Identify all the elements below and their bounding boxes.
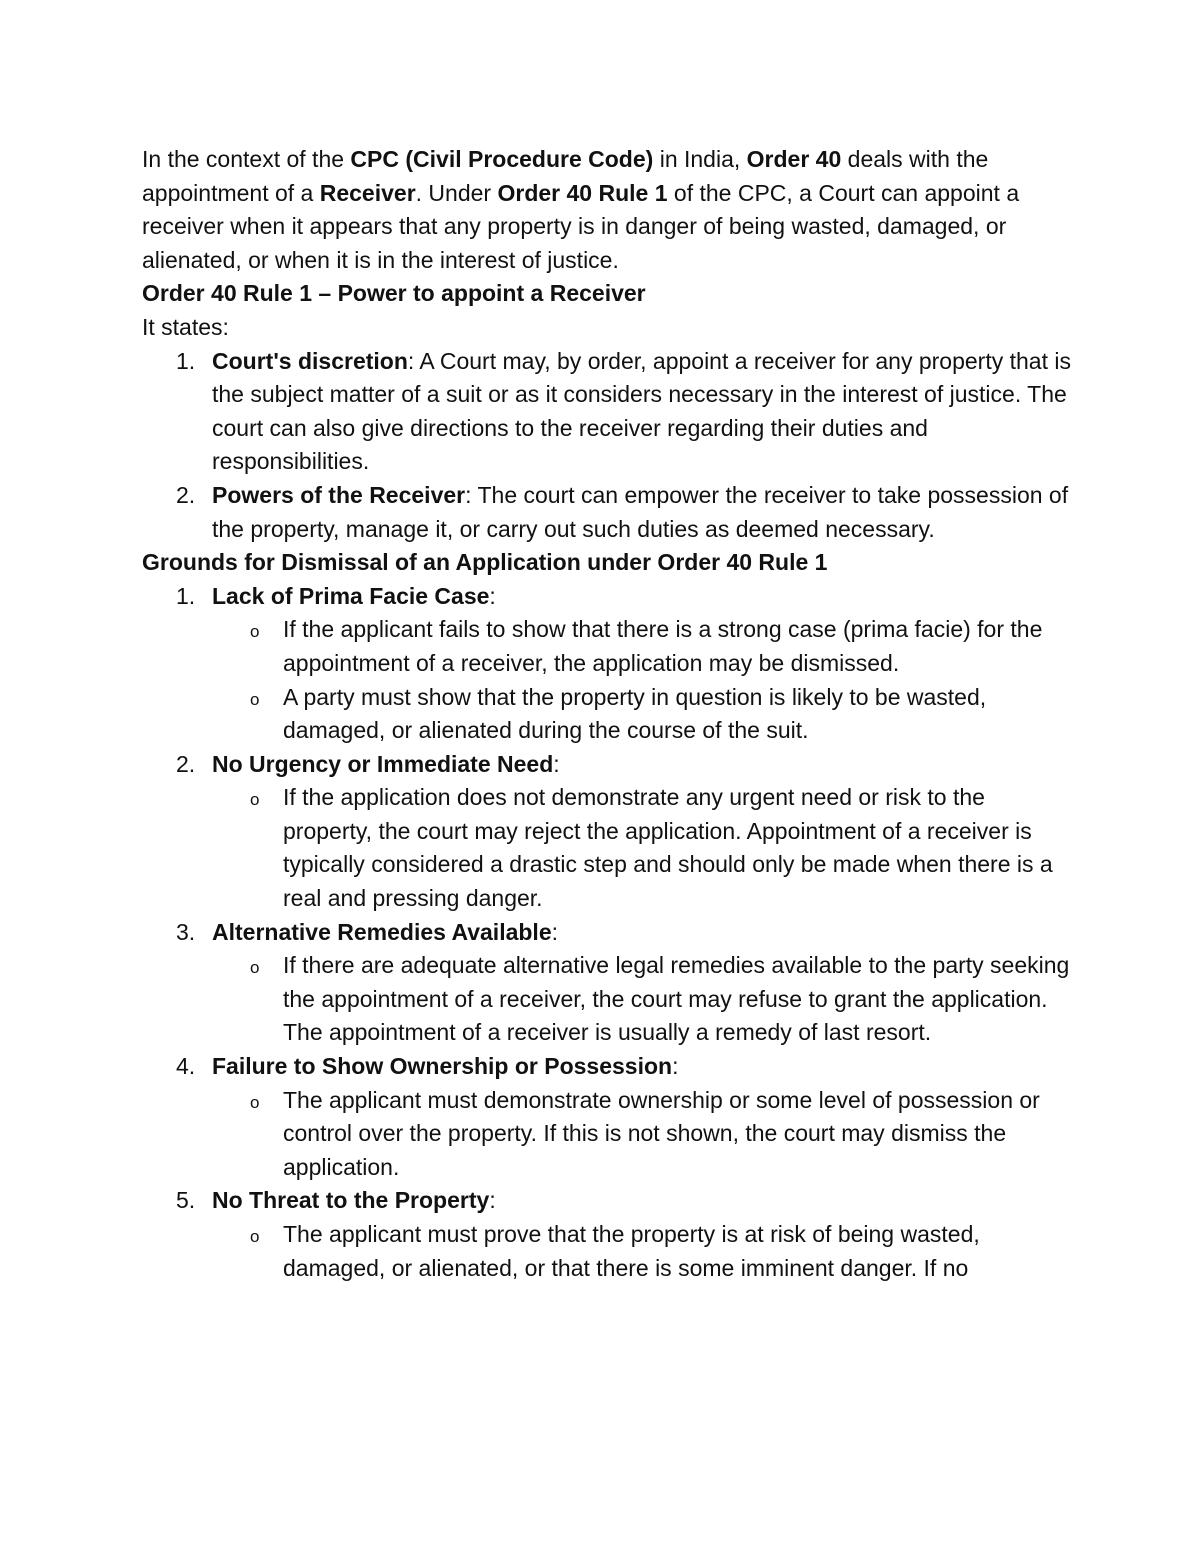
item-suffix: : (553, 750, 560, 777)
sub-list-item (212, 1084, 1072, 1185)
sub-list-item (212, 949, 1072, 1050)
intro-text: . Under (415, 179, 498, 206)
list-item (142, 1050, 1072, 1184)
list-item (142, 916, 1072, 1050)
list-number: 2. (176, 750, 196, 777)
item-suffix: : (489, 582, 496, 609)
document-page (142, 143, 1072, 1285)
list-number: 4. (176, 1053, 196, 1080)
circle-bullet-icon: o (250, 689, 260, 709)
section1-list (142, 345, 1072, 547)
list-item (142, 345, 1072, 479)
item-text: : The court can empower the receiver to take possession of the property, manage it, or carry out such duties as deemed necessary. (212, 481, 1069, 542)
sub-list-item (212, 1218, 1072, 1285)
sub-list (212, 1084, 1072, 1185)
item-title: Lack of Prima Facie Case (212, 582, 490, 609)
sub-list-item (212, 613, 1072, 680)
item-suffix: : (551, 918, 558, 945)
list-item (142, 1184, 1072, 1285)
list-item (142, 479, 1072, 546)
sub-item-text: If the application does not demonstrate any urgent need or risk to the property, the court may reject the application. Appointment of a receiver is typically considered a drastic step and should only be made when there is a real and pressing danger. (283, 784, 1053, 912)
item-suffix: : (489, 1187, 496, 1214)
list-number: 5. (176, 1187, 196, 1214)
intro-text: In the context of the (142, 146, 351, 172)
sub-list-item (212, 681, 1072, 748)
section1-lead: It states: (142, 313, 229, 340)
sub-item-text: A party must show that the property in question is likely to be wasted, damaged, or alienated during the course of the suit. (283, 683, 987, 744)
item-text: : A Court may, by order, appoint a receiver for any property that is the subject matter of a suit or as it considers necessary in the interest of justice. The court can also give directions to the receiver regarding their duties and responsibilities. (212, 347, 1071, 475)
sub-item-text: The applicant must demonstrate ownership or some level of possession or control over the property. If this is not shown, the court may dismiss the application. (283, 1086, 1040, 1180)
circle-bullet-icon: o (250, 622, 260, 642)
section2-list (142, 580, 1072, 1285)
intro-text: of the CPC, a Court can appoint a receiver when it appears that any property is in danger of being wasted, damaged, or alienated, or when it is in the interest of justice. (142, 179, 1020, 273)
circle-bullet-icon: o (250, 1227, 260, 1246)
item-title: No Threat to the Property (212, 1187, 490, 1214)
item-title: Powers of the Receiver (212, 481, 466, 508)
list-number: 3. (176, 918, 196, 945)
item-title: No Urgency or Immediate Need (212, 750, 554, 777)
sub-list (212, 613, 1072, 747)
section1-heading: Order 40 Rule 1 – Power to appoint a Receiver (142, 280, 646, 307)
sub-list (212, 781, 1072, 915)
sub-item-text: The applicant must prove that the property is at risk of being wasted, damaged, or alienated, or that there is some imminent danger. If no (283, 1221, 980, 1281)
circle-bullet-icon: o (250, 1092, 260, 1112)
item-suffix: : (672, 1053, 679, 1080)
circle-bullet-icon: o (250, 790, 260, 810)
list-number: 2. (176, 481, 196, 508)
intro-bold: Receiver (319, 179, 416, 206)
item-title: Failure to Show Ownership or Possession (212, 1053, 673, 1080)
circle-bullet-icon: o (250, 958, 260, 978)
item-title: Court's discretion (212, 347, 408, 374)
intro-text: in India, (653, 146, 747, 172)
intro-bold: Order 40 (746, 146, 842, 172)
item-title: Alternative Remedies Available (212, 918, 552, 945)
intro-bold: Order 40 Rule 1 (497, 179, 668, 206)
intro-text: deals with the appointment of a (142, 146, 989, 206)
sub-list-item (212, 781, 1072, 915)
sub-item-text: If the applicant fails to show that there is a strong case (prima facie) for the appointment of a receiver, the application may be dismissed. (283, 616, 1043, 676)
intro-bold: CPC (Civil Procedure Code) (350, 146, 654, 172)
sub-item-text: If there are adequate alternative legal remedies available to the party seeking the appointment of a receiver, the court may refuse to grant the application. The appointment of a receiver is usually a remedy of last resort. (283, 952, 1070, 1046)
intro-paragraph (142, 143, 1072, 277)
section2-heading: Grounds for Dismissal of an Application under Order 40 Rule 1 (142, 549, 828, 576)
sub-list (212, 1218, 1072, 1285)
list-number: 1. (176, 582, 196, 609)
list-number: 1. (176, 347, 196, 374)
list-item (142, 580, 1072, 748)
list-item (142, 748, 1072, 916)
sub-list (212, 949, 1072, 1050)
